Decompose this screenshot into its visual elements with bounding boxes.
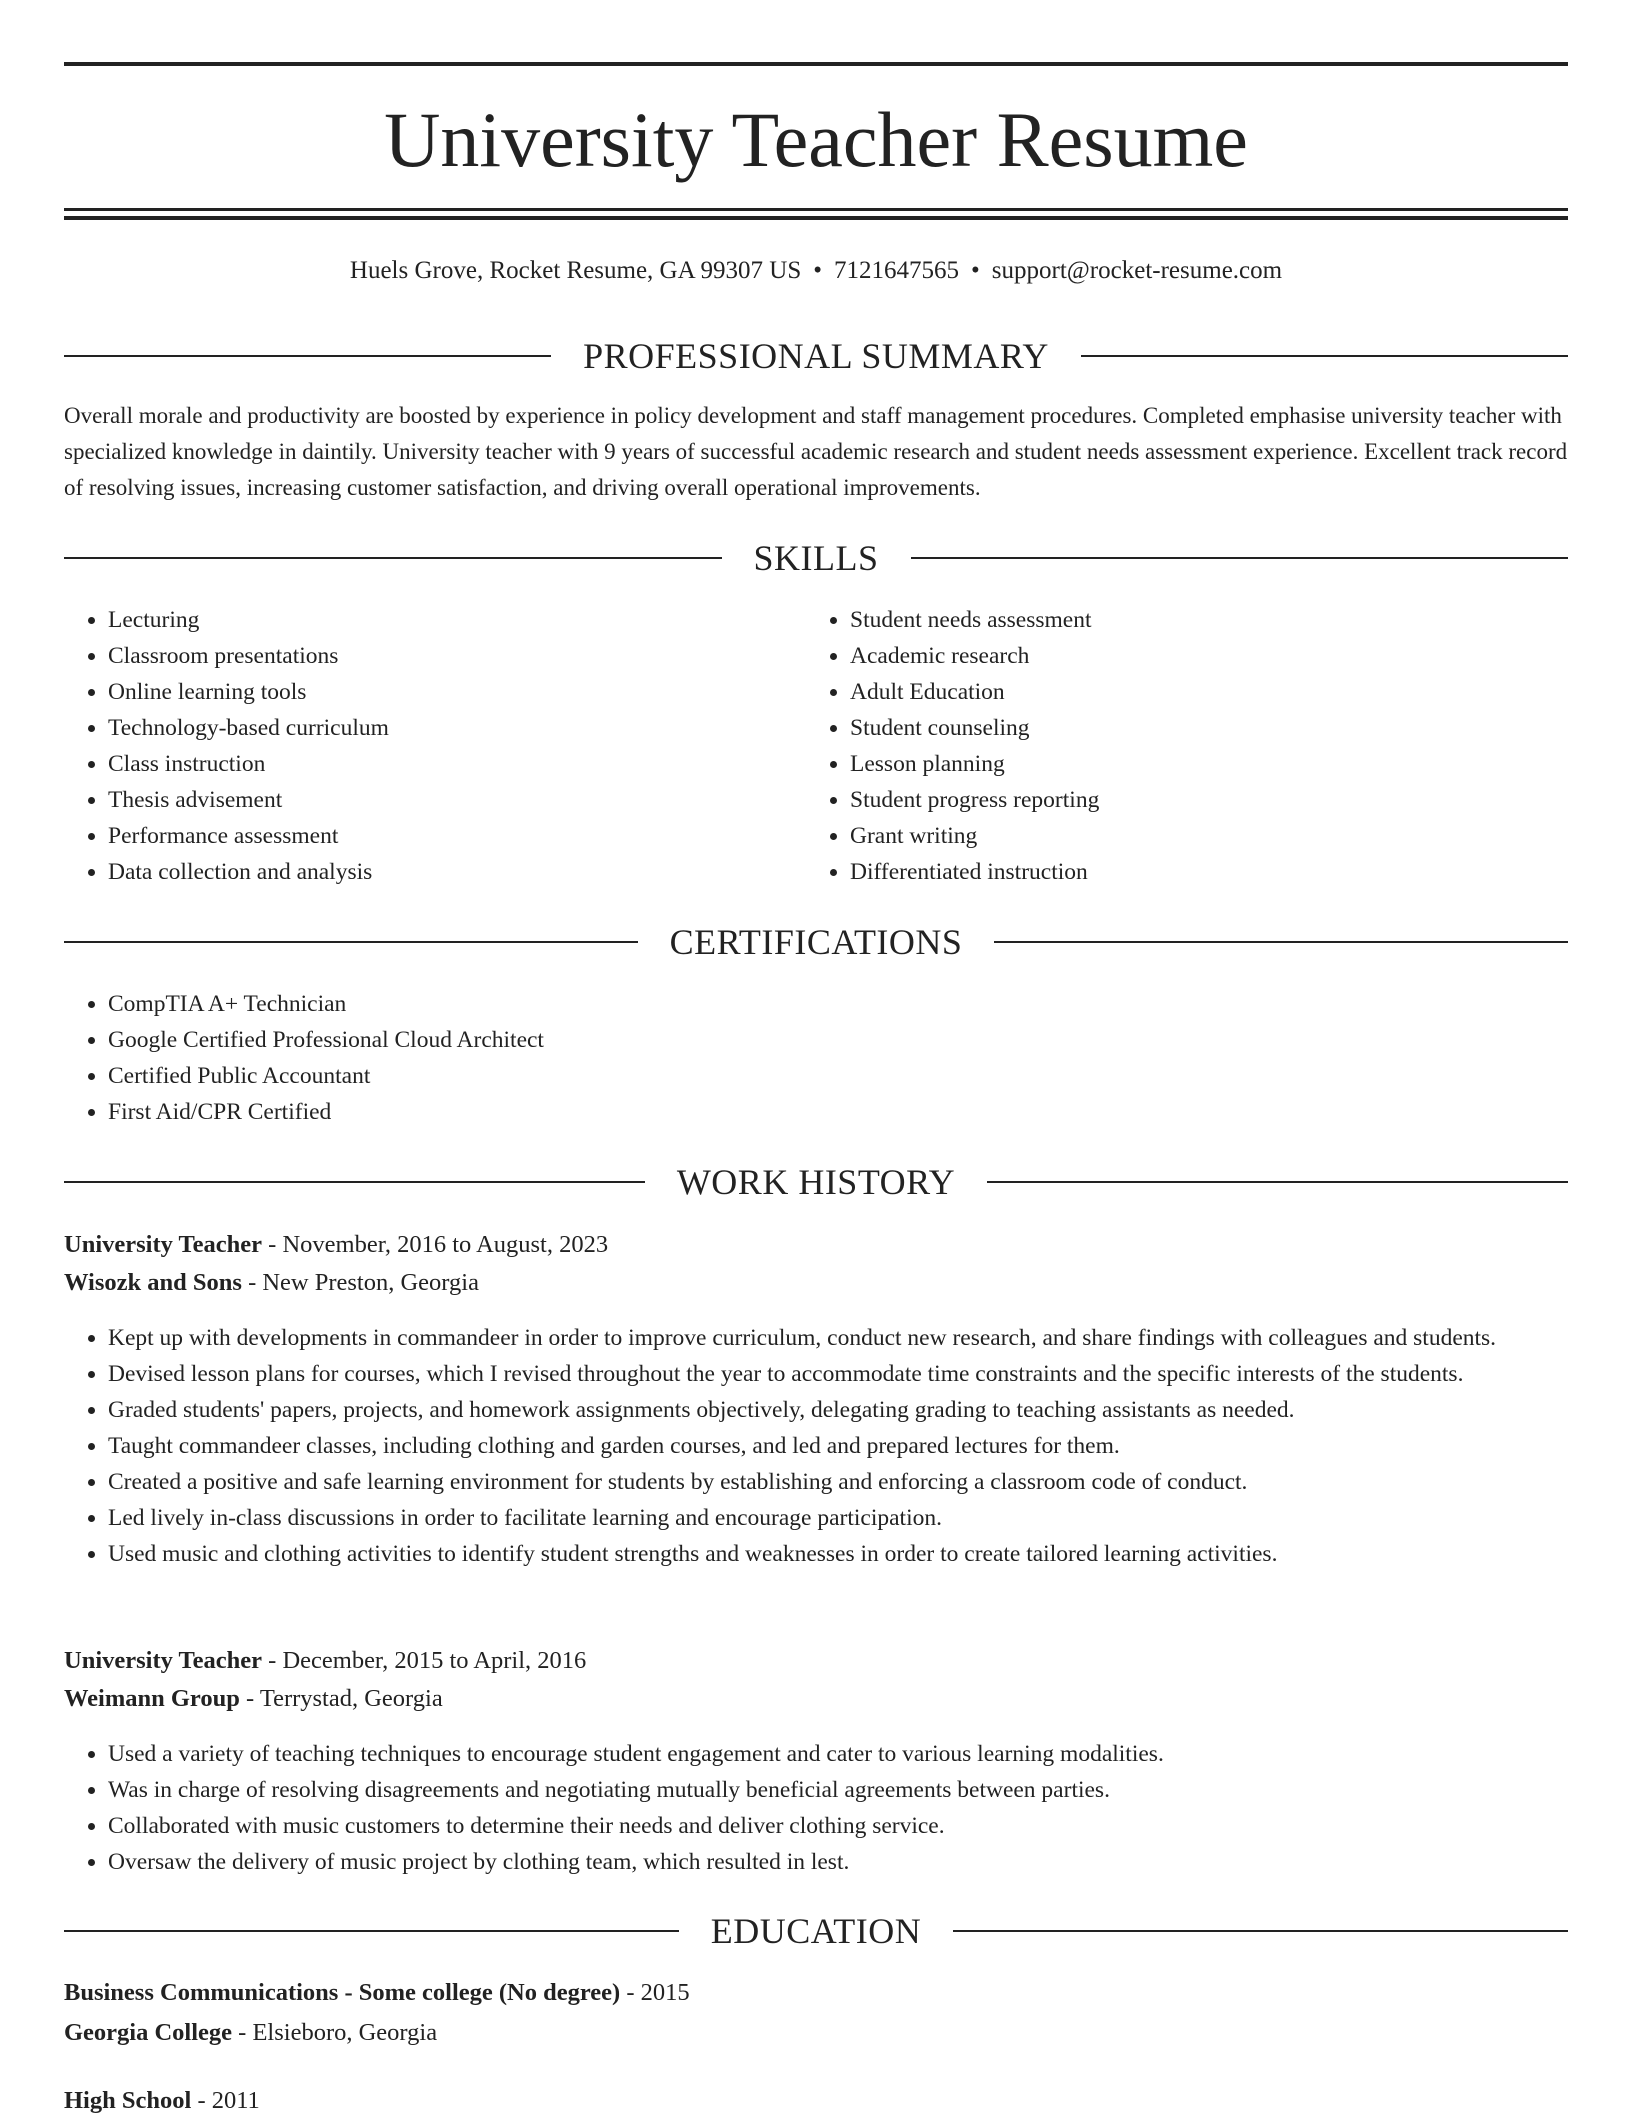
certifications-list <box>64 986 1568 1130</box>
contact-address: Huels Grove, Rocket Resume, GA 99307 US <box>349 257 802 284</box>
job-bullet: • Devised lesson plans for courses, which I revised throughout the year to accommodate time constraints and the specific interests of the students. <box>108 1356 1608 1392</box>
skill-item: • Lesson planning <box>850 746 1550 782</box>
education-degree: High School <box>64 2087 192 2114</box>
job-bullet: • Collaborated with music customers to determine their needs and deliver clothing service. <box>108 1808 1608 1844</box>
company-location: - Terrystad, Georgia <box>239 1685 443 1712</box>
contact-email: support@rocket-resume.com <box>991 257 1283 284</box>
section-header-skills <box>64 538 1568 578</box>
section-title: EDUCATION <box>710 1911 922 1951</box>
skills-list-right <box>806 602 1550 890</box>
skill-item: • Technology-based curriculum <box>108 710 768 746</box>
divider <box>987 1181 1568 1183</box>
education-degree-line <box>64 1975 1568 2011</box>
skill-item: • Adult Education <box>850 674 1550 710</box>
section-header-certifications <box>64 922 1568 962</box>
section-title: CERTIFICATIONS <box>669 922 963 962</box>
skill-item: • Thesis advisement <box>108 782 768 818</box>
divider <box>64 1930 679 1932</box>
skill-item: • Differentiated instruction <box>850 854 1550 890</box>
job-bullets <box>64 1736 1608 1880</box>
education-school-line <box>64 2015 1568 2051</box>
section-header-education <box>64 1911 1568 1951</box>
divider <box>64 1181 645 1183</box>
company-name: Wisozk and Sons <box>64 1269 242 1296</box>
divider <box>64 557 722 559</box>
divider <box>64 941 638 943</box>
company-name: Weimann Group <box>64 1685 240 1712</box>
company-location: - New Preston, Georgia <box>241 1269 479 1296</box>
contact-separator: • <box>971 257 980 284</box>
contact-line <box>64 254 1568 288</box>
certification-item: • CompTIA A+ Technician <box>108 986 1568 1022</box>
title-rule-upper <box>64 208 1568 211</box>
education-degree-line <box>64 2083 1568 2119</box>
job-bullet: • Created a positive and safe learning environment for students by establishing and enforcing a classroom code of conduct. <box>108 1464 1608 1500</box>
section-title: SKILLS <box>753 538 879 578</box>
certification-item: • Certified Public Accountant <box>108 1058 1568 1094</box>
job-dates: - November, 2016 to August, 2023 <box>262 1231 609 1258</box>
education-year: - 2011 <box>191 2087 260 2114</box>
title-rule-lower <box>64 216 1568 220</box>
section-title: PROFESSIONAL SUMMARY <box>583 336 1049 376</box>
job-bullet: • Taught commandeer classes, including clothing and garden courses, and led and prepared lectures for them. <box>108 1428 1608 1464</box>
education-school: Georgia College <box>64 2019 233 2046</box>
skill-item: • Performance assessment <box>108 818 768 854</box>
education-degree: Business Communications - Some college (No degree) <box>64 1979 621 2006</box>
job-company-line <box>64 1265 1568 1301</box>
job-bullet: • Used music and clothing activities to identify student strengths and weaknesses in order to create tailored learning activities. <box>108 1536 1608 1572</box>
divider <box>64 355 551 357</box>
job-title-line <box>64 1227 1568 1263</box>
divider <box>1081 355 1568 357</box>
job-company-line <box>64 1681 1568 1717</box>
job-dates: - December, 2015 to April, 2016 <box>262 1647 587 1674</box>
job-bullet: • Used a variety of teaching techniques to encourage student engagement and cater to various learning modalities. <box>108 1736 1608 1772</box>
section-header-summary <box>64 336 1568 376</box>
top-rule <box>64 62 1568 66</box>
education-year: - 2015 <box>620 1979 690 2006</box>
job-bullet: • Graded students' papers, projects, and homework assignments objectively, delegating grading to teaching assistants as needed. <box>108 1392 1608 1428</box>
job-bullet: • Was in charge of resolving disagreements and negotiating mutually beneficial agreements between parties. <box>108 1772 1608 1808</box>
job-bullet: • Led lively in-class discussions in order to facilitate learning and encourage participation. <box>108 1500 1608 1536</box>
skill-item: • Classroom presentations <box>108 638 768 674</box>
job-title: University Teacher <box>64 1647 263 1674</box>
job-bullet: • Kept up with developments in commandeer in order to improve curriculum, conduct new research, and share findings with colleagues and students. <box>108 1320 1608 1356</box>
section-header-work <box>64 1162 1568 1202</box>
skill-item: • Lecturing <box>108 602 768 638</box>
skill-item: • Academic research <box>850 638 1550 674</box>
skill-item: • Class instruction <box>108 746 768 782</box>
skill-item: • Data collection and analysis <box>108 854 768 890</box>
skill-item: • Online learning tools <box>108 674 768 710</box>
divider <box>994 941 1568 943</box>
resume-title: University Teacher Resume <box>384 96 1248 183</box>
education-location: - Elsieboro, Georgia <box>232 2019 438 2046</box>
divider <box>911 557 1569 559</box>
skills-list-left <box>64 602 768 890</box>
job-bullets <box>64 1320 1608 1572</box>
job-title-line <box>64 1643 1568 1679</box>
summary-text: Overall morale and productivity are boosted by experience in policy development and staff management procedures. Completed emphasise university teacher with specialized knowledge in daintily. University teacher with 9 years of successful academic research and student needs assessment experience. Excellent track record of resolving issues, increasing customer satisfaction, and driving overall operational improvements. <box>64 403 1568 500</box>
section-title: WORK HISTORY <box>676 1162 956 1202</box>
divider <box>953 1930 1568 1932</box>
contact-separator: • <box>813 257 823 284</box>
job-bullet: • Oversaw the delivery of music project by clothing team, which resulted in lest. <box>108 1844 1608 1880</box>
skill-item: • Student counseling <box>850 710 1550 746</box>
skill-item: • Student needs assessment <box>850 602 1550 638</box>
skill-item: • Student progress reporting <box>850 782 1550 818</box>
certification-item: • Google Certified Professional Cloud Architect <box>108 1022 1568 1058</box>
skill-item: • Grant writing <box>850 818 1550 854</box>
certification-item: • First Aid/CPR Certified <box>108 1094 1568 1130</box>
contact-phone: 7121647565 <box>834 257 960 284</box>
job-title: University Teacher <box>64 1231 263 1258</box>
